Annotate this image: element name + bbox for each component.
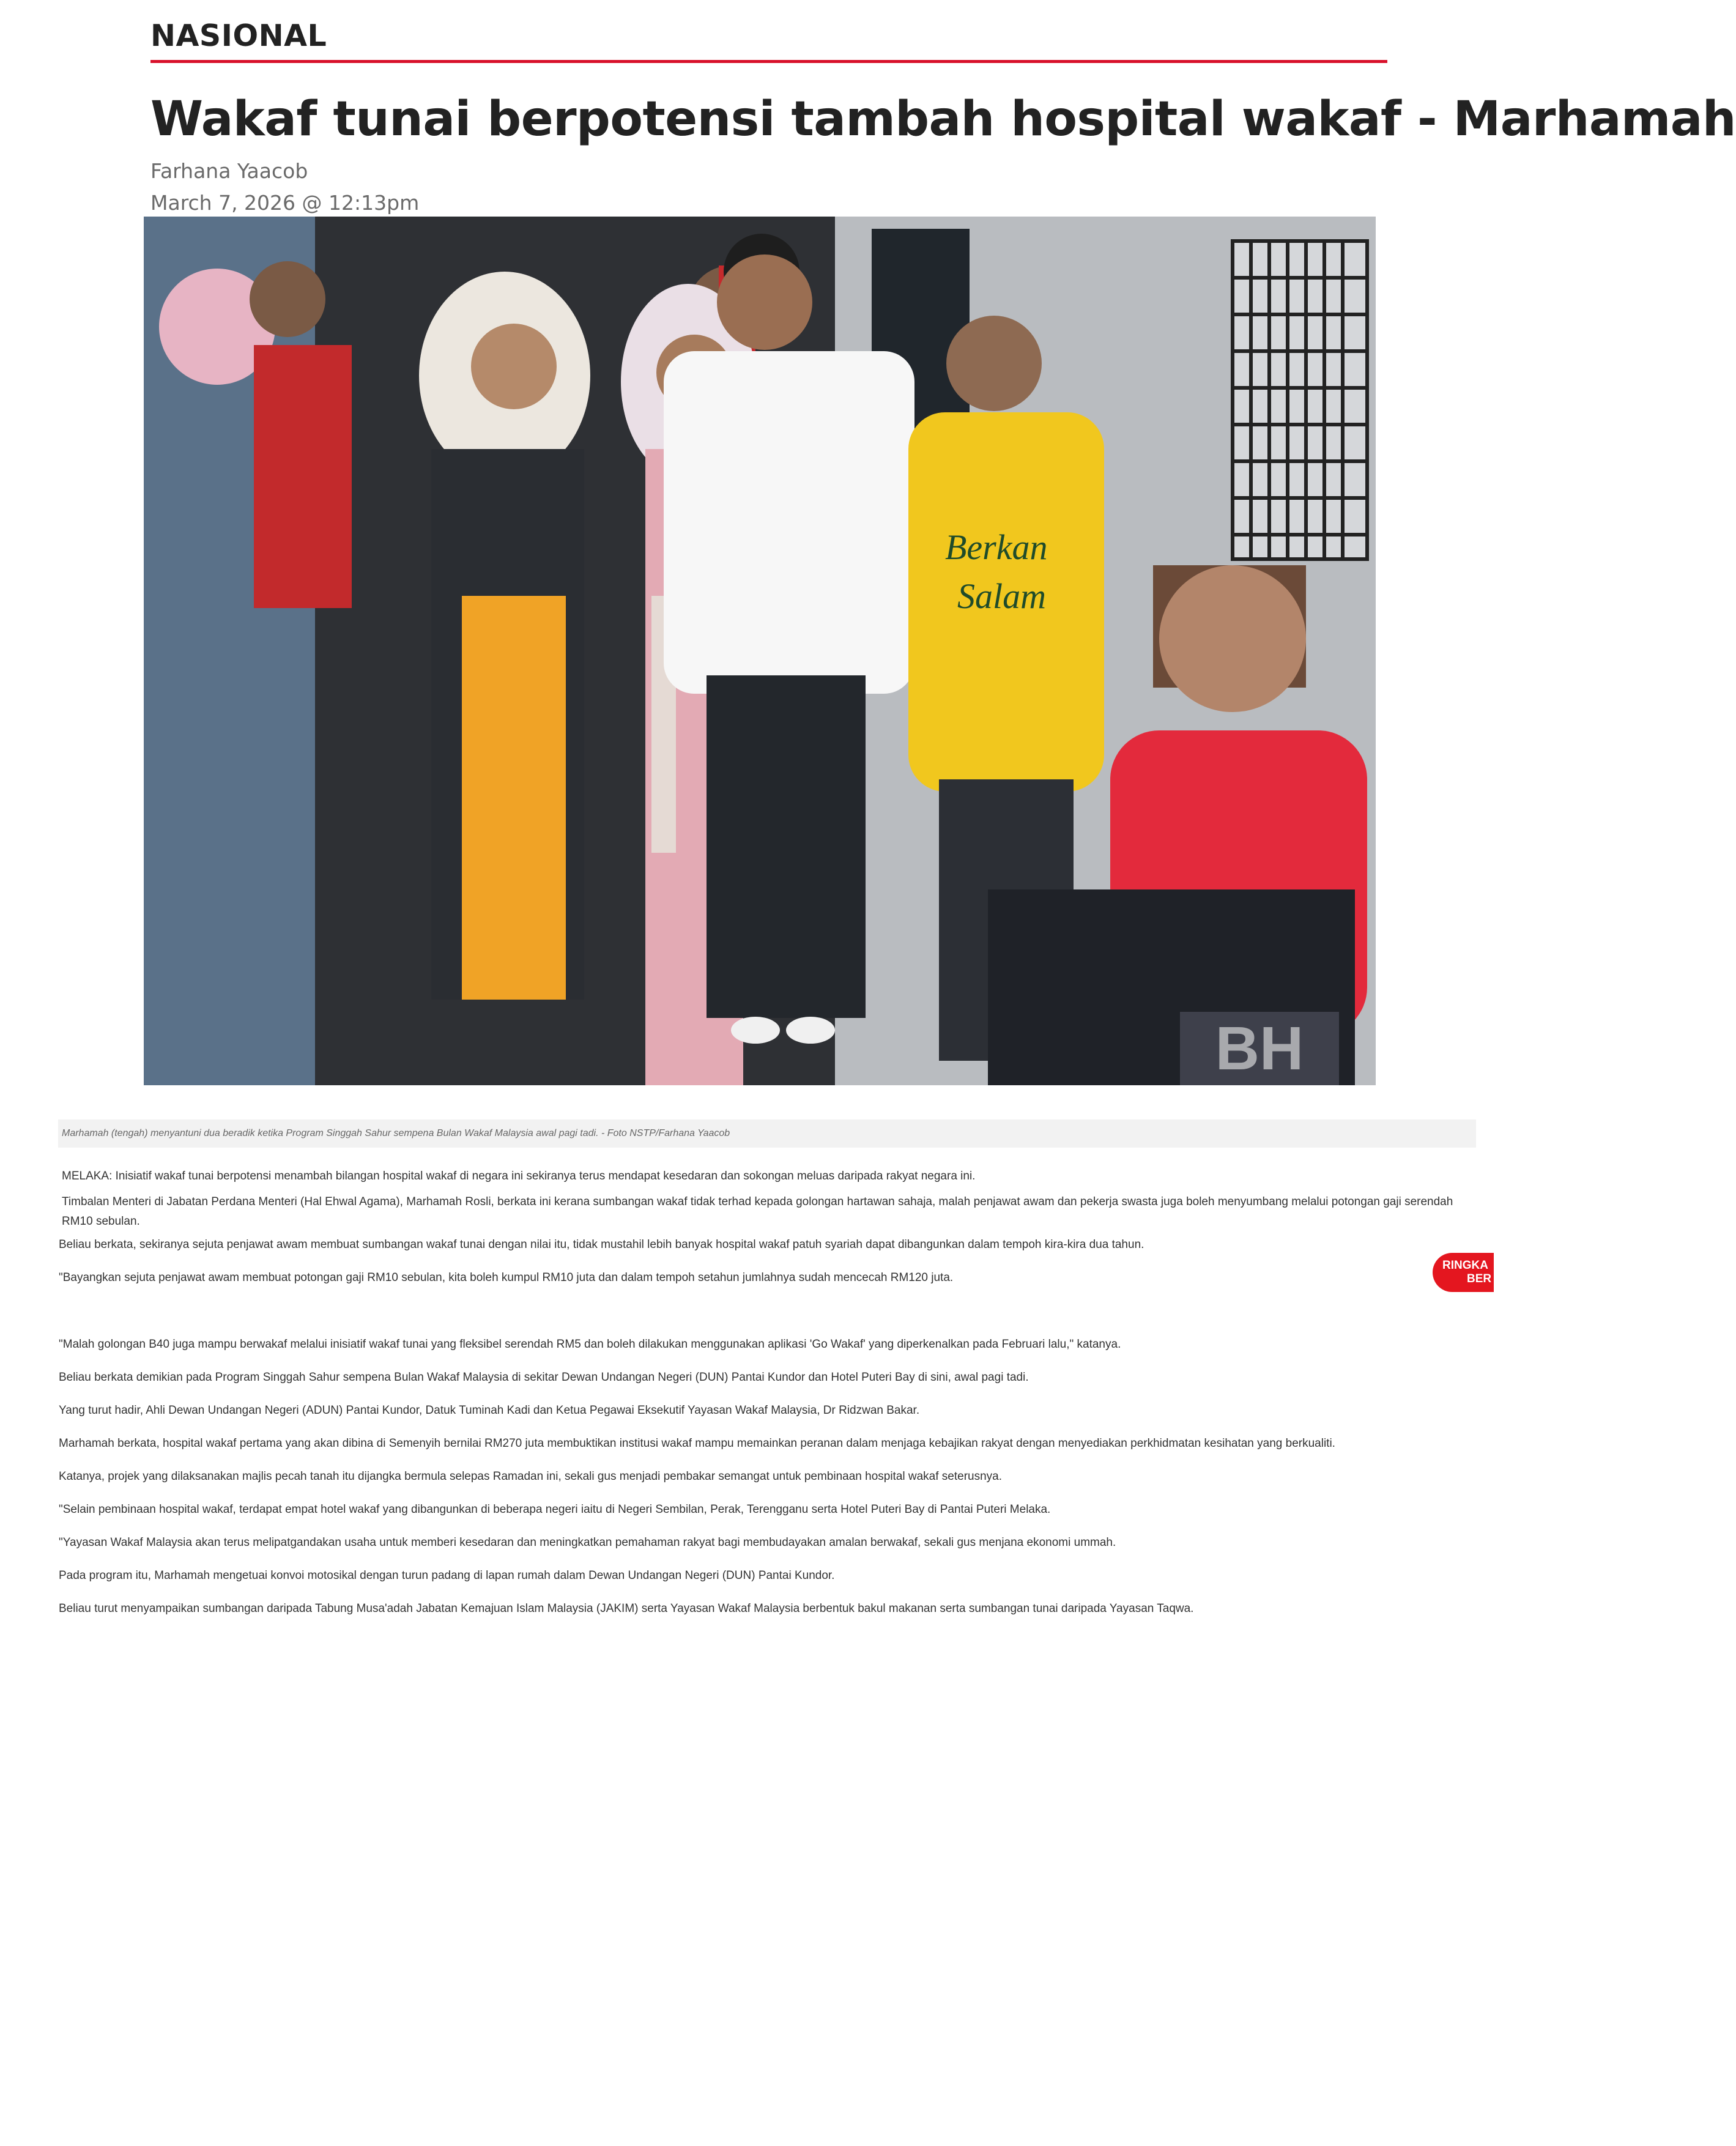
svg-text:Berkan: Berkan bbox=[945, 527, 1048, 567]
svg-text:Salam: Salam bbox=[957, 576, 1046, 616]
article-paragraph: "Bayangkan sejuta penjawat awam membuat potongan gaji RM10 sebulan, kita boleh kumpul RM10 juta dan dalam tempoh setahun jumlahnya sudah mencecah RM120 juta. bbox=[59, 1271, 954, 1284]
article-paragraph: Beliau turut menyampaikan sumbangan daripada Tabung Musa'adah Jabatan Kemajuan Islam Malaysia (JAKIM) serta Yayasan Wakaf Malaysia berbentuk bakul makanan serta sumbangan tunai daripada Yayasan Taqwa. bbox=[59, 1602, 1194, 1615]
photo-caption bbox=[58, 1119, 1476, 1148]
article-paragraph: Beliau berkata, sekiranya sejuta penjawat awam membuat sumbangan wakaf tunai dengan nilai itu, tidak mustahil lebih banyak hospital wakaf patuh syariah dapat dibangunkan dalam tempoh kira-kira dua tahun. bbox=[59, 1238, 1144, 1251]
section-label[interactable]: NASIONAL bbox=[150, 18, 327, 53]
article-paragraph: Katanya, projek yang dilaksanakan majlis pecah tanah itu dijangka bermula selepas Ramadan ini, sekali gus menjadi pembakar semangat untuk pembinaan hospital wakaf seterusnya. bbox=[59, 1470, 1003, 1483]
article-paragraph: MELAKA: Inisiatif wakaf tunai berpotensi menambah bilangan hospital wakaf di negara ini sekiranya terus mendapat kesedaran dan sokongan meluas daripada rakyat negara ini. bbox=[62, 1170, 976, 1183]
article-paragraph: Pada program itu, Marhamah mengetuai konvoi motosikal dengan turun padang di lapan rumah dalam Dewan Undangan Negeri (DUN) Pantai Kundor. bbox=[59, 1569, 835, 1582]
article-date: March 7, 2026 @ 12:13pm bbox=[150, 191, 420, 215]
summary-button-line1: RINGKA bbox=[1442, 1259, 1488, 1272]
article-paragraph: Marhamah berkata, hospital wakaf pertama yang akan dibina di Semenyih bernilai RM270 juta membuktikan institusi wakaf mampu memainkan peranan dalam menjaga kebajikan rakyat dengan menyediakan perkhidmatan kesihatan yang berkualiti. bbox=[59, 1437, 1335, 1450]
article-photo bbox=[144, 217, 1376, 1085]
article-paragraph: Yang turut hadir, Ahli Dewan Undangan Negeri (ADUN) Pantai Kundor, Datuk Tuminah Kadi dan Ketua Pegawai Eksekutif Yayasan Wakaf Malaysia, Dr Ridzwan Bakar. bbox=[59, 1404, 920, 1417]
section-divider bbox=[150, 60, 1387, 63]
article-paragraph: "Selain pembinaan hospital wakaf, terdapat empat hotel wakaf yang dibangunkan di beberapa negeri iaitu di Negeri Sembilan, Perak, Terengganu serta Hotel Puteri Bay di Pantai Puteri Melaka. bbox=[59, 1503, 1051, 1516]
photo-caption-text: Marhamah (tengah) menyantuni dua beradik ketika Program Singgah Sahur sempena Bulan Wakaf Malaysia awal pagi tadi. - Foto NSTP/Farhana Yaacob bbox=[62, 1128, 730, 1138]
summary-button-line2: BER bbox=[1467, 1272, 1492, 1285]
article-paragraph: Timbalan Menteri di Jabatan Perdana Menteri (Hal Ehwal Agama), Marhamah Rosli, berkata ini kerana sumbangan wakaf tidak terhad kepada golongan hartawan sahaja, malah penjawat awam dan pekerja swasta juga boleh menyumbang melalui potongan gaji serendah RM10 sebulan. bbox=[62, 1195, 1453, 1228]
article-paragraph: "Yayasan Wakaf Malaysia akan terus melipatgandakan usaha untuk memberi kesedaran dan meningkatkan pemahaman rakyat bagi membudayakan amalan berwakaf, sekali gus menjana ekonomi ummah. bbox=[59, 1536, 1116, 1549]
article-paragraph: "Malah golongan B40 juga mampu berwakaf melalui inisiatif wakaf tunai yang fleksibel serendah RM5 dan boleh dilakukan menggunakan aplikasi 'Go Wakaf' yang diperkenalkan pada Februari lalu," katanya. bbox=[59, 1338, 1121, 1351]
article-paragraph: Beliau berkata demikian pada Program Singgah Sahur sempena Bulan Wakaf Malaysia di sekitar Dewan Undangan Negeri (DUN) Pantai Kundor dan Hotel Puteri Bay di sini, awal pagi tadi. bbox=[59, 1371, 1029, 1384]
summary-floating-button[interactable] bbox=[1433, 1253, 1494, 1292]
article-author[interactable]: Farhana Yaacob bbox=[150, 159, 308, 183]
photo-watermark-logo: BH bbox=[1180, 1012, 1339, 1085]
article-headline: Wakaf tunai berpotensi tambah hospital wakaf - Marhamah bbox=[150, 92, 1736, 147]
